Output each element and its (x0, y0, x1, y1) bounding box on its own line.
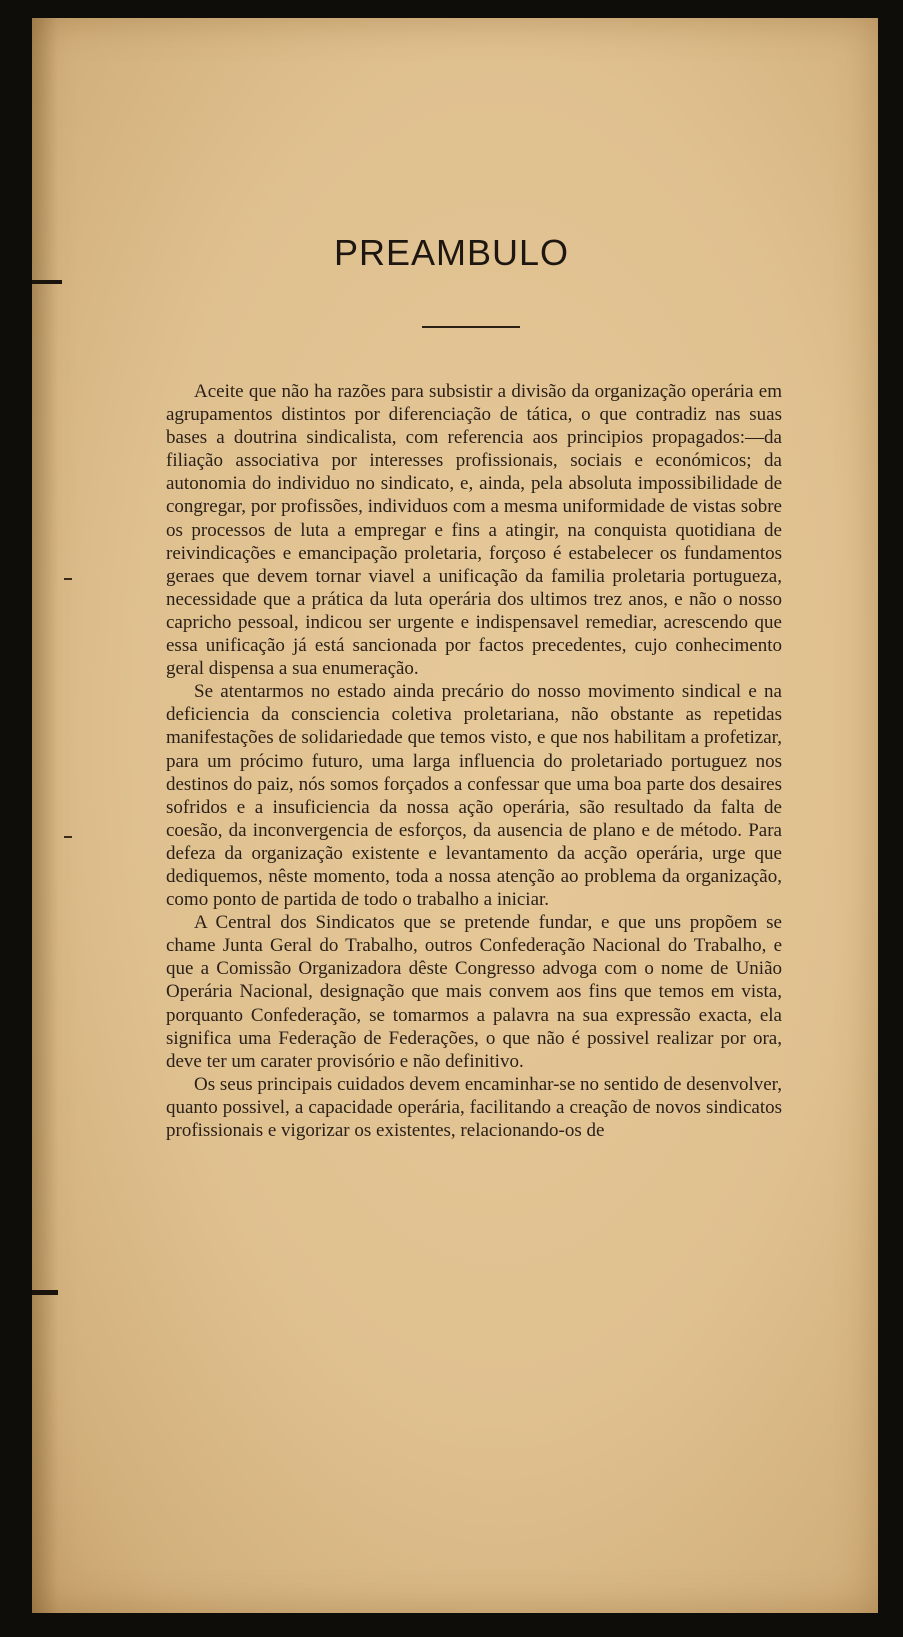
binding-mark (32, 280, 62, 284)
binding-mark (32, 1290, 58, 1295)
paragraph: Aceite que não ha razões para subsistir a divisão da organização operária em agrupamentos distintos por diferenciação de tática, o que contradiz nas suas bases a doutrina sindicalista, com referencia aos principios propagados:—da filiação associativa por interesses profissionais, sociais e económicos; da autonomia do individuo no sindicato, e, ainda, pela absoluta impossibilidade de congregar, por profissões, individuos com a mesma uniformidade de vistas sobre os processos de luta a empregar e fins a atingir, na conquista quotidiana de reivindicações e emancipação proletaria, forçoso é estabelecer os fundamentos geraes que devem tornar viavel a unificação da familia proletaria portugueza, necessidade que a prática da luta operária dos ultimos trez anos, e não o nosso capricho pessoal, indicou ser urgente e indispensavel remediar, acrescendo que essa unificação já está sancionada por factos precedentes, cujo conhecimento geral dispensa a sua enumeração. (166, 381, 782, 680)
paragraph: A Central dos Sindicatos que se pretende fundar, e que uns propõem se chame Junta Geral do Trabalho, outros Confederação Nacional do Trabalho, e que a Comissão Organizadora dêste Congresso advoga com o nome de União Operária Nacional, designação que mais convem aos fins que temos em vista, porquanto Confederação, se tomarmos a palavra na sua expressão exacta, ela significa uma Federação de Federações, o que não é possivel realizar por ora, deve ter um carater provisório e não definitivo. (166, 912, 782, 1072)
paragraph: Os seus principais cuidados devem encaminhar-se no sentido de desenvolver, quanto possivel, a capacidade operária, facilitando a creação de novos sindicatos profissionais e vigorizar os existentes, relacionando-os de (166, 1073, 782, 1141)
page-title: PREAMBULO (333, 232, 570, 273)
paragraph: Se atentarmos no estado ainda precário do nosso movimento sindical e na deficiencia da consciencia coletiva proletariana, não obstante as repetidas manifestações de solidariedade que temos visto, e que nos habilitam a profetizar, para um prócimo futuro, uma larga influencia do proletariado portuguez nos destinos do paiz, nós somos forçados a confessar que uma boa parte dos desaires sofridos e a insuficiencia da nossa ação operária, são resultado da falta de coesão, da inconvergencia de esforços, da ausencia de plano e de método. Para defeza da organização existente e levantamento da acção operária, urge que dediquemos, nêste momento, toda a nossa atenção ao problema da organização, como ponto de partida de todo o trabalho a iniciar. (166, 681, 782, 911)
margin-tick (64, 836, 72, 838)
margin-tick (64, 578, 72, 580)
body-text (166, 380, 782, 1142)
title-divider (422, 326, 520, 328)
